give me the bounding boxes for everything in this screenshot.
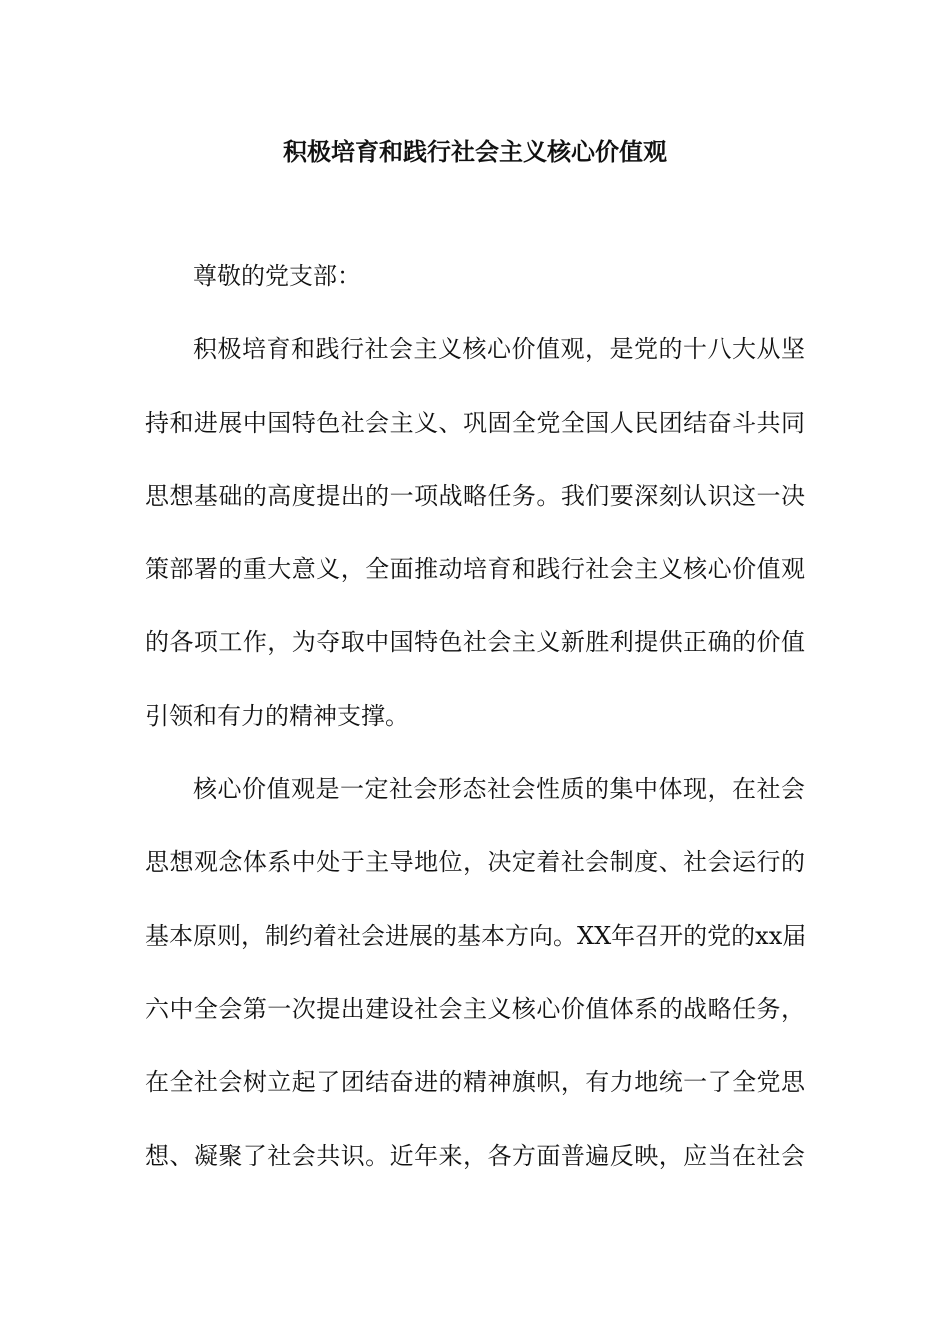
paragraph-line: 持和进展中国特色社会主义、巩固全党全国人民团结奋斗共同 bbox=[145, 408, 805, 437]
document-body bbox=[145, 258, 805, 1211]
paragraph-line: 思想观念体系中处于主导地位，决定着社会制度、社会运行的 bbox=[145, 848, 805, 877]
paragraph-line: 核心价值观是一定社会形态社会性质的集中体现，在社会 bbox=[193, 775, 805, 804]
paragraph-line: 的各项工作，为夺取中国特色社会主义新胜利提供正确的价值 bbox=[145, 628, 805, 657]
paragraph-line: 在全社会树立起了团结奋进的精神旗帜，有力地统一了全党思 bbox=[145, 1068, 805, 1097]
paragraph-line: 引领和有力的精神支撑。 bbox=[145, 701, 409, 730]
paragraph-line: 积极培育和践行社会主义核心价值观，是党的十八大从坚 bbox=[193, 335, 805, 364]
paragraph-line: 思想基础的高度提出的一项战略任务。我们要深刻认识这一决 bbox=[145, 481, 805, 510]
salutation-line: 尊敬的党支部： bbox=[193, 262, 361, 290]
paragraph-line: 策部署的重大意义，全面推动培育和践行社会主义核心价值观 bbox=[145, 555, 805, 584]
paragraph-line: 基本原则，制约着社会进展的基本方向。XX年召开的党的xx届 bbox=[145, 921, 807, 950]
paragraph-line: 想、凝聚了社会共识。近年来，各方面普遍反映，应当在社会 bbox=[145, 1141, 805, 1170]
paragraph-line: 六中全会第一次提出建设社会主义核心价值体系的战略任务， bbox=[145, 994, 805, 1023]
document-title: 积极培育和践行社会主义核心价值观 bbox=[283, 138, 667, 166]
